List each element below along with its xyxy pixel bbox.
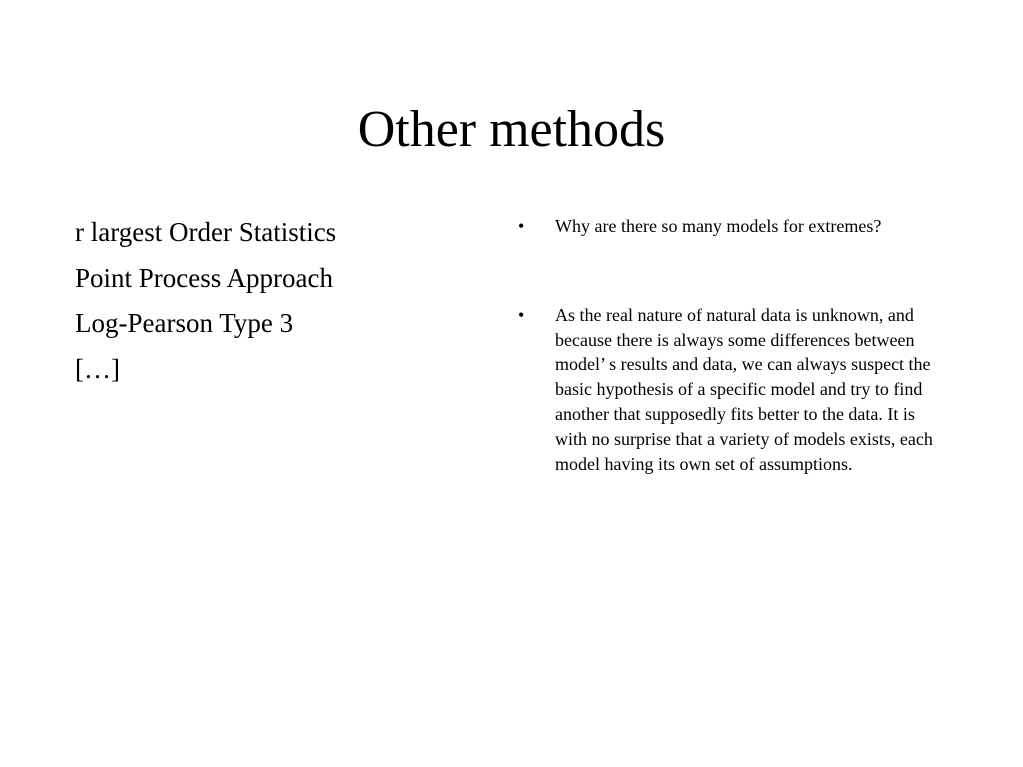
method-item: Point Process Approach: [75, 262, 333, 293]
bullet-list: [518, 214, 938, 476]
bullet-text: Why are there so many models for extremes?: [555, 216, 882, 236]
bullet-item: [518, 214, 938, 239]
bullet-item: [518, 303, 938, 477]
bullet-text: As the real nature of natural data is unknown, and because there is always some differences between model’ s results and data, we can always suspect the basic hypothesis of a specific model and try to find another that supposedly fits better to the data. It is with no surprise that a variety of models exists, each model having its own set of assumptions.: [555, 304, 933, 474]
method-item: r largest Order Statistics: [75, 217, 337, 247]
bullet-icon: •: [518, 304, 525, 325]
bullet-icon: •: [518, 216, 525, 236]
method-item: […]: [75, 353, 120, 384]
method-item: Log-Pearson Type 3: [75, 308, 294, 338]
methods-list: [75, 210, 475, 392]
slide-title: Other methods: [357, 101, 666, 158]
